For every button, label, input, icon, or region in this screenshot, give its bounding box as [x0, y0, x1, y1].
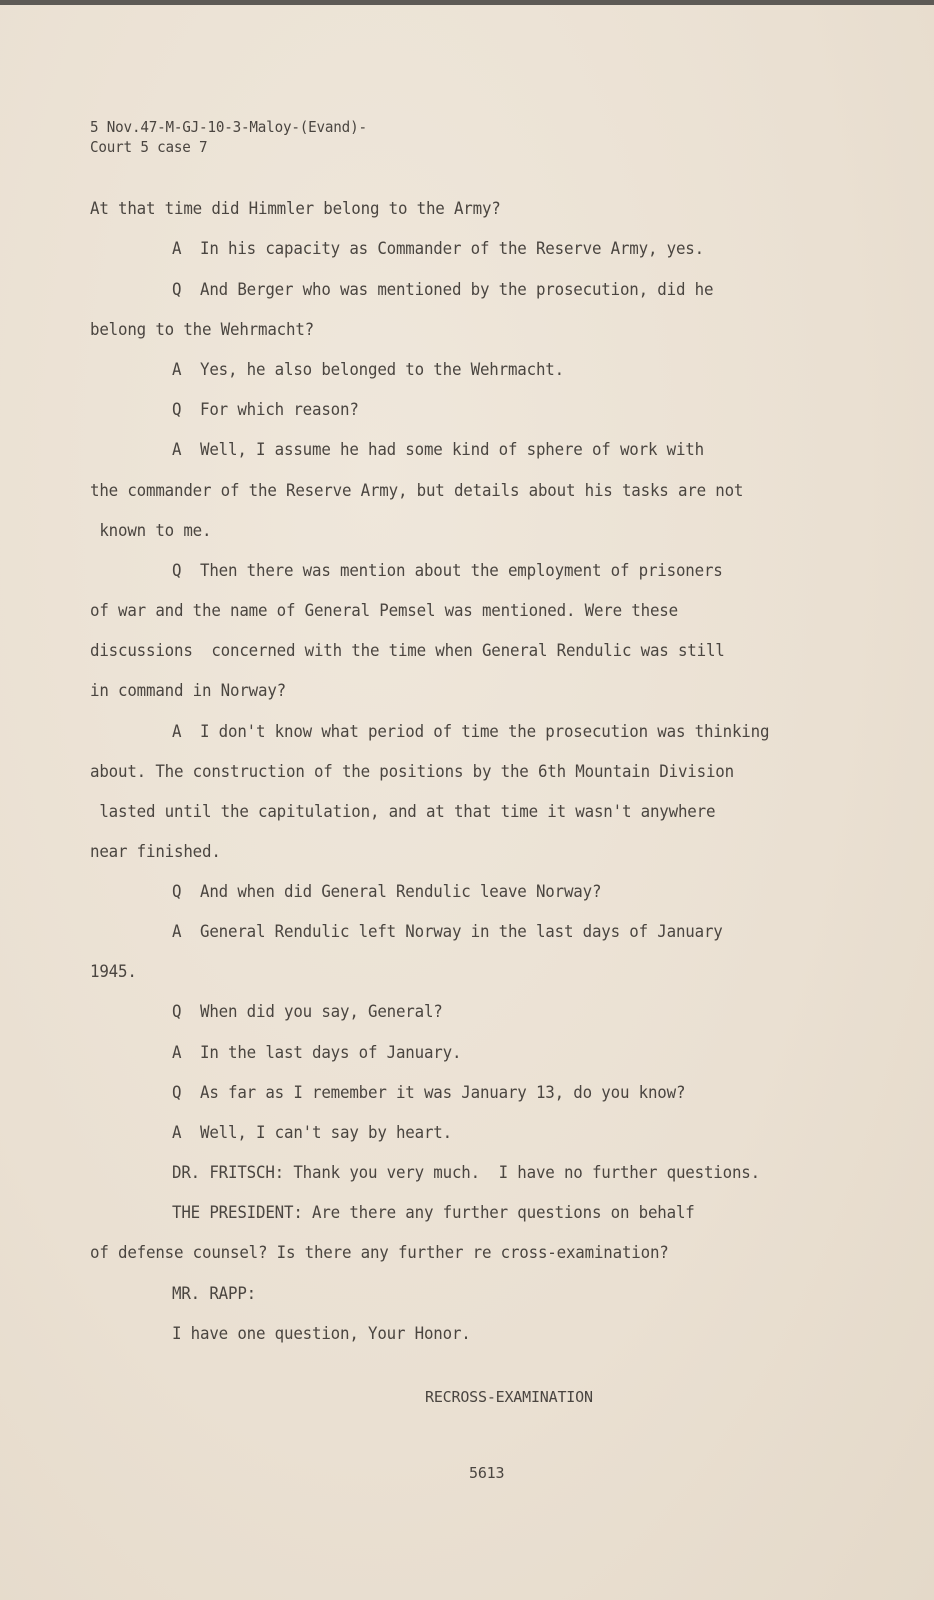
transcript-line: I have one question, Your Honor.: [172, 1324, 471, 1344]
transcript-line: A Yes, he also belonged to the Wehrmacht.: [172, 360, 564, 380]
page-number: 5613: [469, 1464, 505, 1482]
transcript-line: of defense counsel? Is there any further re cross-examination?: [90, 1243, 669, 1263]
section-heading: RECROSS-EXAMINATION: [425, 1388, 593, 1406]
transcript-line: in command in Norway?: [90, 681, 286, 701]
header-line-2: Court 5 case 7: [90, 138, 208, 156]
transcript-line: A Well, I can't say by heart.: [172, 1123, 452, 1143]
transcript-line: Q As far as I remember it was January 13, do you know?: [172, 1083, 686, 1103]
transcript-line: A I don't know what period of time the prosecution was thinking: [172, 722, 770, 742]
transcript-line: the commander of the Reserve Army, but details about his tasks are not: [90, 481, 744, 501]
transcript-line: discussions concerned with the time when General Rendulic was still: [90, 641, 725, 661]
transcript-line: Q And Berger who was mentioned by the prosecution, did he: [172, 280, 714, 300]
transcript-line: about. The construction of the positions by the 6th Mountain Division: [90, 762, 734, 782]
transcript-line: At that time did Himmler belong to the Army?: [90, 199, 501, 219]
transcript-line: Q For which reason?: [172, 400, 359, 420]
transcript-line: DR. FRITSCH: Thank you very much. I have no further questions.: [172, 1163, 760, 1183]
transcript-line: lasted until the capitulation, and at that time it wasn't anywhere: [90, 802, 716, 822]
transcript-line: MR. RAPP:: [172, 1284, 257, 1304]
transcript-line: THE PRESIDENT: Are there any further questions on behalf: [172, 1203, 695, 1223]
transcript-line: A Well, I assume he had some kind of sphere of work with: [172, 440, 704, 460]
transcript-line: A In his capacity as Commander of the Reserve Army, yes.: [172, 239, 704, 259]
transcript-line: Q And when did General Rendulic leave Norway?: [172, 882, 602, 902]
transcript-line: 1945.: [90, 962, 137, 982]
transcript-line: A In the last days of January.: [172, 1043, 462, 1063]
header-line-1: 5 Nov.47-M-GJ-10-3-Maloy-(Evand)-: [90, 118, 367, 136]
transcript-line: of war and the name of General Pemsel was mentioned. Were these: [90, 601, 678, 621]
scan-edge: [0, 0, 934, 5]
transcript-line: near finished.: [90, 842, 221, 862]
transcript-line: Q Then there was mention about the employment of prisoners: [172, 561, 723, 581]
transcript-line: Q When did you say, General?: [172, 1002, 443, 1022]
transcript-line: belong to the Wehrmacht?: [90, 320, 314, 340]
transcript-line: known to me.: [90, 521, 212, 541]
transcript-line: A General Rendulic left Norway in the last days of January: [172, 922, 723, 942]
